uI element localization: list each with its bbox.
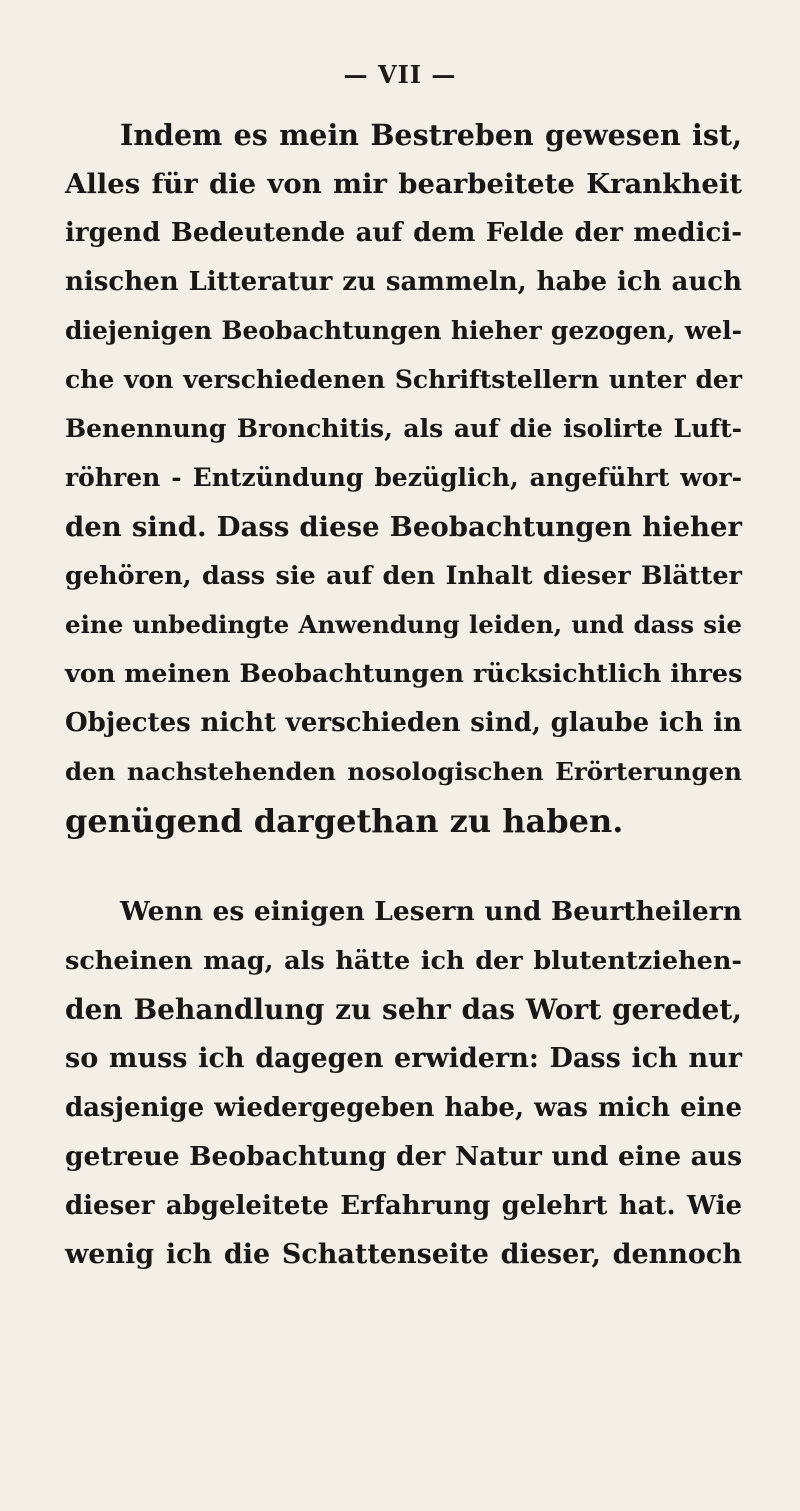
text-line: so muss ich dagegen erwidern: Dass ich nur (65, 1043, 742, 1074)
text-line: scheinen mag, als hätte ich der blutentziehen- (65, 946, 742, 976)
text-line: Indem es mein Bestreben gewesen ist, (120, 118, 742, 152)
text-line: Alles für die von mir bearbeitete Krankheit (65, 168, 742, 200)
text-line: den Behandlung zu sehr das Wort geredet, (65, 993, 742, 1026)
text-line: dieser abgeleitete Erfahrung gelehrt hat. Wie (65, 1191, 742, 1221)
text-line: Benennung Bronchitis, als auf die isolirte Luft- (65, 414, 742, 443)
text-line: wenig ich die Schattenseite dieser, dennoch (65, 1239, 742, 1270)
text-line: genügend dargethan zu haben. (65, 802, 624, 840)
text-line: Wenn es einigen Lesern und Beurtheilern (120, 896, 742, 927)
text-line: dasjenige wiedergegeben habe, was mich eine (65, 1093, 742, 1123)
text-line: Objectes nicht verschieden sind, glaube ich in (65, 708, 742, 738)
text-line: den nachstehenden nosologischen Erörterungen (65, 757, 742, 786)
text-line: von meinen Beobachtungen rücksichtlich ihres (65, 659, 743, 689)
page-header: — VII — (343, 60, 457, 89)
text-line: eine unbedingte Anwendung leiden, und dass sie (65, 610, 742, 639)
text-line: irgend Bedeutende auf dem Felde der medici- (65, 218, 742, 248)
text-line: getreue Beobachtung der Natur und eine aus (65, 1141, 742, 1172)
text-line: gehören, dass sie auf den Inhalt dieser Blätter (65, 561, 742, 591)
text-line: röhren - Entzündung bezüglich, angeführt wor- (65, 463, 742, 492)
text-line: den sind. Dass diese Beobachtungen hieher (65, 511, 742, 543)
text-line: diejenigen Beobachtungen hieher gezogen, wel- (65, 316, 742, 345)
text-line: che von verschiedenen Schriftstellern unter der (65, 365, 742, 394)
text-line: nischen Litteratur zu sammeln, habe ich auch (65, 267, 742, 297)
